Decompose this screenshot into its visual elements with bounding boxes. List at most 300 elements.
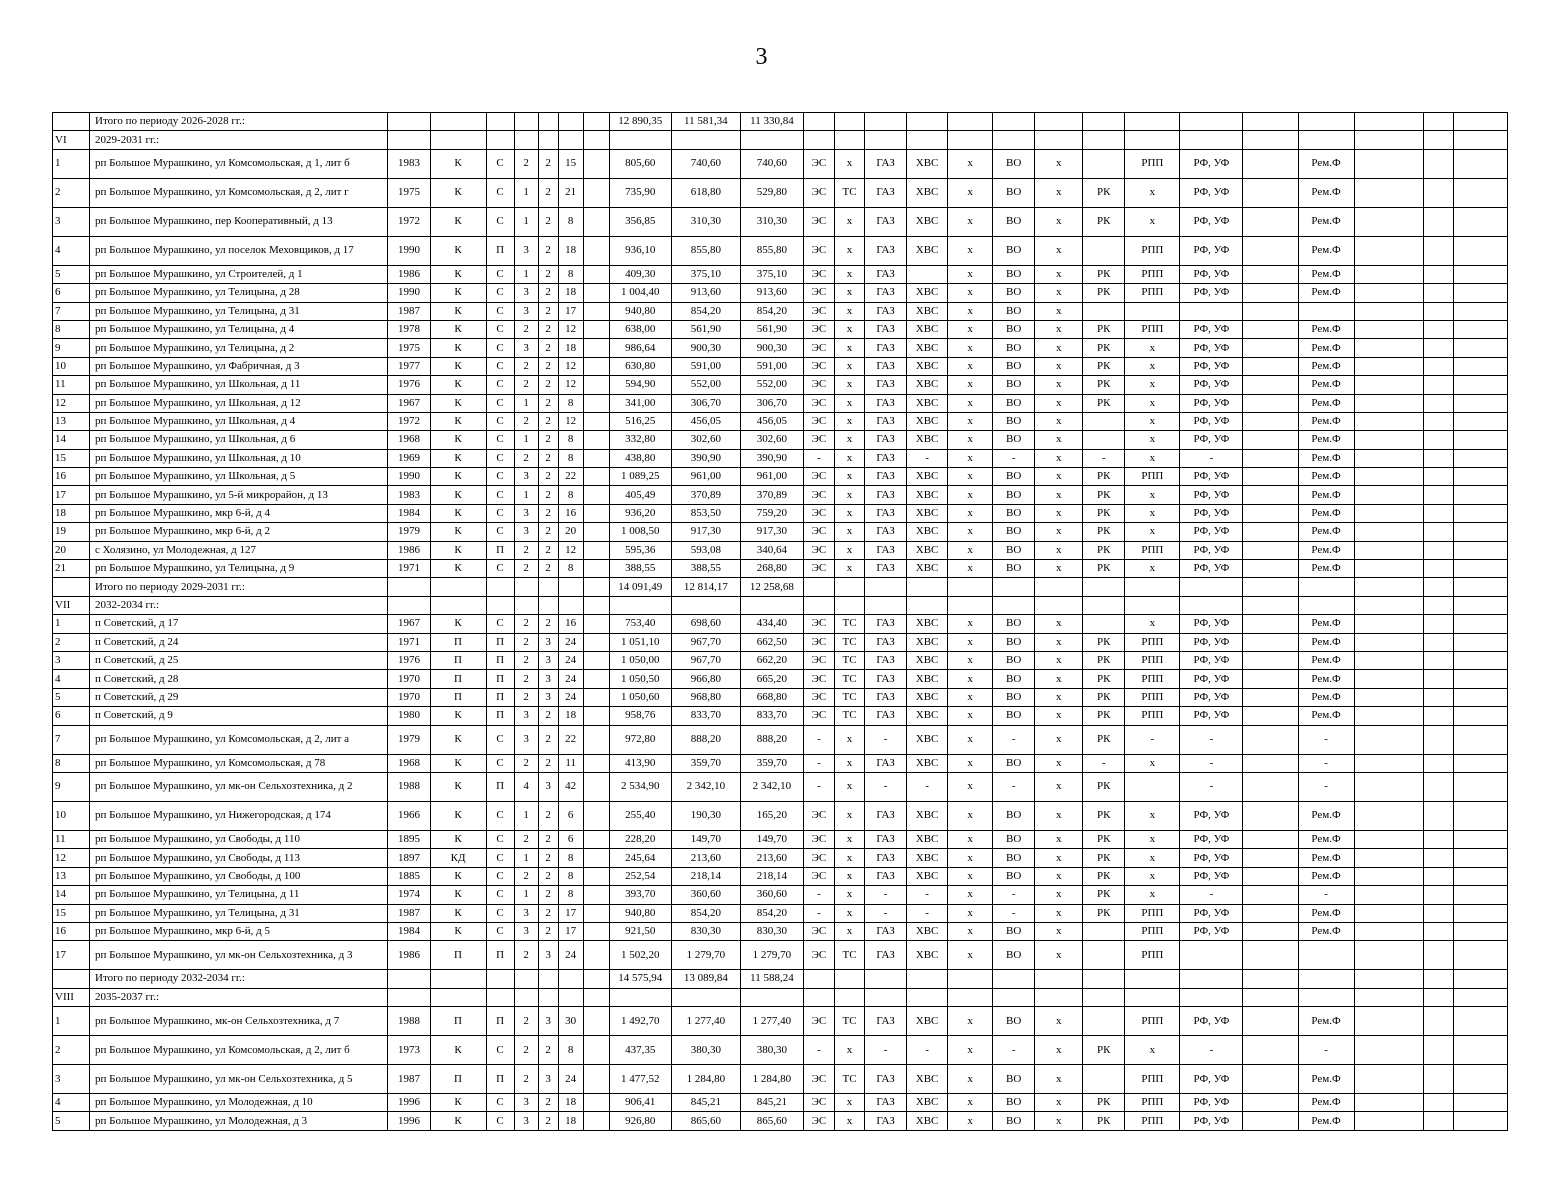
total-value: 12 890,35 <box>609 113 671 131</box>
table-cell: ХВС <box>907 178 948 207</box>
address-cell: рп Большое Мурашкино, ул Свободы, д 100 <box>90 867 388 885</box>
table-cell: 855,80 <box>740 236 803 265</box>
table-cell: 359,70 <box>671 754 740 772</box>
table-cell: 8 <box>558 394 583 412</box>
table-cell: 1974 <box>388 886 430 904</box>
table-cell <box>1243 131 1298 149</box>
table-cell: 2 <box>538 830 558 848</box>
table-cell: 2 <box>538 1036 558 1065</box>
table-cell: 24 <box>558 651 583 669</box>
table-cell: Рем.Ф <box>1298 431 1354 449</box>
table-cell: С <box>486 265 514 283</box>
table-cell: 1976 <box>388 376 430 394</box>
table-cell <box>948 988 993 1006</box>
table-cell: 961,00 <box>740 468 803 486</box>
table-cell: К <box>430 801 486 830</box>
table-cell <box>514 131 538 149</box>
row-number: 2 <box>53 178 90 207</box>
row-number: 7 <box>53 725 90 754</box>
table-row <box>53 376 1508 394</box>
row-number: 16 <box>53 922 90 940</box>
table-cell: РФ, УФ <box>1180 149 1243 178</box>
table-cell: 1978 <box>388 320 430 338</box>
address-cell: рп Большое Мурашкино, ул мк-он Сельхозтехника, д 2 <box>90 772 388 801</box>
table-cell: РК <box>1083 1036 1125 1065</box>
table-cell: 1 <box>514 394 538 412</box>
table-cell: х <box>1035 320 1083 338</box>
table-cell: х <box>1125 376 1180 394</box>
table-cell: 8 <box>558 1036 583 1065</box>
section-header-row <box>53 988 1508 1006</box>
table-cell: х <box>1035 178 1083 207</box>
table-cell: Рем.Ф <box>1298 615 1354 633</box>
table-cell <box>583 1112 609 1130</box>
table-cell: 1979 <box>388 725 430 754</box>
housing-program-table <box>52 112 1508 1131</box>
table-cell <box>1453 1007 1507 1036</box>
table-cell: Рем.Ф <box>1298 541 1354 559</box>
table-cell: х <box>834 149 864 178</box>
table-cell: К <box>430 320 486 338</box>
table-cell: 24 <box>558 688 583 706</box>
table-cell: 390,90 <box>671 449 740 467</box>
table-cell: х <box>834 320 864 338</box>
table-cell <box>803 970 834 988</box>
table-cell <box>583 688 609 706</box>
table-cell <box>1453 357 1507 375</box>
table-cell: 8 <box>558 849 583 867</box>
table-cell: 759,20 <box>740 504 803 522</box>
table-cell <box>1423 541 1453 559</box>
table-cell: 3 <box>514 468 538 486</box>
table-cell: ГАЗ <box>865 941 907 970</box>
table-cell: 3 <box>514 707 538 725</box>
table-row <box>53 670 1508 688</box>
table-cell: 456,05 <box>671 412 740 430</box>
table-cell: РФ, УФ <box>1180 651 1243 669</box>
table-cell: РК <box>1083 178 1125 207</box>
table-cell: 986,64 <box>609 339 671 357</box>
table-cell <box>583 830 609 848</box>
table-cell: РК <box>1083 801 1125 830</box>
table-cell: 1895 <box>388 830 430 848</box>
table-cell: 2 <box>538 468 558 486</box>
table-cell <box>1423 320 1453 338</box>
table-cell: РФ, УФ <box>1180 849 1243 867</box>
table-cell: 3 <box>514 504 538 522</box>
table-cell: 3 <box>538 1007 558 1036</box>
table-cell: ВО <box>993 302 1035 320</box>
table-cell: 3 <box>514 922 538 940</box>
table-row <box>53 541 1508 559</box>
table-cell: 830,30 <box>671 922 740 940</box>
table-cell <box>1354 688 1423 706</box>
table-cell: х <box>948 178 993 207</box>
table-cell <box>1423 431 1453 449</box>
address-cell: п Советский, д 17 <box>90 615 388 633</box>
table-cell: П <box>486 707 514 725</box>
table-cell <box>1354 178 1423 207</box>
section-label: 2032-2034 гг.: <box>90 596 388 614</box>
table-cell: 8 <box>558 886 583 904</box>
table-cell: К <box>430 560 486 578</box>
table-cell <box>583 541 609 559</box>
table-cell: х <box>948 633 993 651</box>
table-cell: 1986 <box>388 541 430 559</box>
table-cell: 2 <box>538 339 558 357</box>
table-cell <box>609 596 671 614</box>
table-cell: РК <box>1083 886 1125 904</box>
table-cell: ХВС <box>907 615 948 633</box>
address-cell: рп Большое Мурашкино, ул Нижегородская, д 174 <box>90 801 388 830</box>
table-cell: 1885 <box>388 867 430 885</box>
table-row <box>53 707 1508 725</box>
table-row <box>53 922 1508 940</box>
table-cell: ХВС <box>907 394 948 412</box>
table-cell: 8 <box>558 207 583 236</box>
table-cell <box>583 970 609 988</box>
table-cell: х <box>1035 633 1083 651</box>
table-cell: ЭС <box>803 633 834 651</box>
table-cell: - <box>993 886 1035 904</box>
section-number: VIII <box>53 988 90 1006</box>
table-cell: 665,20 <box>740 670 803 688</box>
table-cell <box>1453 523 1507 541</box>
row-number: 15 <box>53 904 90 922</box>
table-cell: 4 <box>514 772 538 801</box>
table-cell <box>583 236 609 265</box>
table-cell: РФ, УФ <box>1180 830 1243 848</box>
table-cell <box>1423 801 1453 830</box>
table-cell <box>430 578 486 596</box>
table-cell: х <box>834 236 864 265</box>
table-cell <box>1453 886 1507 904</box>
table-cell: 630,80 <box>609 357 671 375</box>
table-cell: РФ, УФ <box>1180 412 1243 430</box>
address-cell: рп Большое Мурашкино, ул 5-й микрорайон, д 13 <box>90 486 388 504</box>
table-cell: С <box>486 394 514 412</box>
table-cell: - <box>1298 754 1354 772</box>
table-cell: 3 <box>514 302 538 320</box>
table-cell: 1972 <box>388 412 430 430</box>
table-cell: 3 <box>514 284 538 302</box>
table-cell: РПП <box>1125 941 1180 970</box>
table-cell: 1970 <box>388 688 430 706</box>
table-cell <box>1423 670 1453 688</box>
table-cell <box>1423 560 1453 578</box>
table-cell: х <box>1125 431 1180 449</box>
table-cell <box>558 113 583 131</box>
table-cell <box>1423 1036 1453 1065</box>
table-row <box>53 178 1508 207</box>
table-cell: ГАЗ <box>865 504 907 522</box>
table-cell <box>583 1007 609 1036</box>
table-cell: х <box>1035 830 1083 848</box>
table-cell: ГАЗ <box>865 801 907 830</box>
table-cell: 1984 <box>388 922 430 940</box>
table-cell: 2 <box>514 1007 538 1036</box>
table-cell: ХВС <box>907 560 948 578</box>
table-cell: х <box>948 670 993 688</box>
table-cell: 833,70 <box>671 707 740 725</box>
table-cell <box>1083 988 1125 1006</box>
table-cell: РФ, УФ <box>1180 486 1243 504</box>
table-cell: Рем.Ф <box>1298 1007 1354 1036</box>
table-cell: х <box>1125 207 1180 236</box>
table-cell: ГАЗ <box>865 431 907 449</box>
table-cell: х <box>1035 801 1083 830</box>
table-cell: 2 <box>538 412 558 430</box>
table-cell <box>1354 357 1423 375</box>
table-cell: РК <box>1083 523 1125 541</box>
table-cell <box>1354 486 1423 504</box>
table-cell: РК <box>1083 265 1125 283</box>
table-cell <box>865 988 907 1006</box>
table-cell: х <box>834 468 864 486</box>
table-cell: П <box>486 772 514 801</box>
table-cell: С <box>486 523 514 541</box>
table-cell: 591,00 <box>740 357 803 375</box>
table-cell <box>1035 113 1083 131</box>
table-cell: ТС <box>834 615 864 633</box>
table-cell: х <box>834 449 864 467</box>
table-cell: К <box>430 922 486 940</box>
table-cell: х <box>1125 178 1180 207</box>
total-value: 11 588,24 <box>740 970 803 988</box>
table-cell: х <box>1125 449 1180 467</box>
table-cell <box>1354 1007 1423 1036</box>
table-cell: 6 <box>558 801 583 830</box>
section-number: VI <box>53 131 90 149</box>
table-cell <box>430 596 486 614</box>
table-cell <box>1453 468 1507 486</box>
table-cell <box>1354 772 1423 801</box>
table-cell: х <box>1035 523 1083 541</box>
total-value: 14 091,49 <box>609 578 671 596</box>
table-cell: С <box>486 284 514 302</box>
table-cell: 12 <box>558 320 583 338</box>
table-cell: х <box>1125 560 1180 578</box>
table-cell: - <box>1180 449 1243 467</box>
table-row <box>53 633 1508 651</box>
table-cell <box>609 988 671 1006</box>
table-cell <box>583 178 609 207</box>
table-cell: х <box>1035 339 1083 357</box>
table-cell: К <box>430 207 486 236</box>
section-number: VII <box>53 596 90 614</box>
table-cell <box>1035 131 1083 149</box>
table-cell: РФ, УФ <box>1180 265 1243 283</box>
table-cell: 2 <box>538 302 558 320</box>
table-cell: РК <box>1083 1094 1125 1112</box>
table-cell: Рем.Ф <box>1298 1065 1354 1094</box>
table-row <box>53 1007 1508 1036</box>
table-cell: Рем.Ф <box>1298 357 1354 375</box>
table-cell: 437,35 <box>609 1036 671 1065</box>
row-number: 14 <box>53 886 90 904</box>
table-cell <box>1243 922 1298 940</box>
table-cell: Рем.Ф <box>1298 1094 1354 1112</box>
table-cell: РК <box>1083 688 1125 706</box>
table-cell <box>1354 904 1423 922</box>
table-cell <box>1423 468 1453 486</box>
table-cell <box>834 970 864 988</box>
table-cell: ТС <box>834 688 864 706</box>
table-cell: 2 <box>538 284 558 302</box>
table-cell: 936,10 <box>609 236 671 265</box>
table-cell: х <box>834 431 864 449</box>
table-cell: ХВС <box>907 1007 948 1036</box>
table-cell: П <box>430 1065 486 1094</box>
table-cell <box>583 1094 609 1112</box>
table-cell <box>1125 578 1180 596</box>
table-cell: ХВС <box>907 867 948 885</box>
table-cell: 1 492,70 <box>609 1007 671 1036</box>
table-cell <box>1423 376 1453 394</box>
table-cell: 753,40 <box>609 615 671 633</box>
table-cell <box>1354 578 1423 596</box>
table-cell: ХВС <box>907 1094 948 1112</box>
table-cell: РФ, УФ <box>1180 284 1243 302</box>
table-cell: 380,30 <box>740 1036 803 1065</box>
table-cell: - <box>803 449 834 467</box>
table-cell <box>583 302 609 320</box>
table-cell <box>1423 615 1453 633</box>
table-cell <box>1298 941 1354 970</box>
table-cell: ГАЗ <box>865 302 907 320</box>
address-cell: рп Большое Мурашкино, ул поселок Меховщиков, д 17 <box>90 236 388 265</box>
table-cell: ВО <box>993 754 1035 772</box>
table-cell: ВО <box>993 1094 1035 1112</box>
table-cell: х <box>948 265 993 283</box>
table-cell: ХВС <box>907 707 948 725</box>
table-cell: х <box>948 830 993 848</box>
table-cell <box>1243 849 1298 867</box>
table-cell: 853,50 <box>671 504 740 522</box>
table-cell: 390,90 <box>740 449 803 467</box>
table-cell: ХВС <box>907 725 948 754</box>
total-label: Итого по периоду 2032-2034 гг.: <box>90 970 388 988</box>
table-cell: 2 <box>538 849 558 867</box>
table-cell: ЭС <box>803 615 834 633</box>
table-cell: 1 284,80 <box>671 1065 740 1094</box>
address-cell: рп Большое Мурашкино, ул Молодежная, д 10 <box>90 1094 388 1112</box>
table-cell: 30 <box>558 1007 583 1036</box>
table-cell <box>1453 1094 1507 1112</box>
total-value: 13 089,84 <box>671 970 740 988</box>
table-cell: х <box>1035 922 1083 940</box>
table-cell: 805,60 <box>609 149 671 178</box>
table-cell <box>907 988 948 1006</box>
table-cell <box>583 394 609 412</box>
table-cell <box>583 904 609 922</box>
table-cell <box>1083 131 1125 149</box>
table-cell: 2 <box>538 207 558 236</box>
table-cell: РФ, УФ <box>1180 615 1243 633</box>
table-cell <box>948 131 993 149</box>
table-cell <box>388 578 430 596</box>
table-cell: РФ, УФ <box>1180 904 1243 922</box>
table-cell: РФ, УФ <box>1180 670 1243 688</box>
table-cell <box>1453 113 1507 131</box>
table-cell: 3 <box>538 1065 558 1094</box>
table-cell <box>1423 707 1453 725</box>
address-cell: рп Большое Мурашкино, мкр 6-й, д 5 <box>90 922 388 940</box>
table-row <box>53 725 1508 754</box>
table-cell: Рем.Ф <box>1298 670 1354 688</box>
table-cell <box>1243 178 1298 207</box>
table-cell: х <box>1035 468 1083 486</box>
table-cell <box>514 970 538 988</box>
table-cell: 865,60 <box>740 1112 803 1130</box>
table-cell <box>1243 1094 1298 1112</box>
table-row <box>53 772 1508 801</box>
table-row <box>53 904 1508 922</box>
row-number: 19 <box>53 523 90 541</box>
table-cell <box>538 113 558 131</box>
table-cell: 561,90 <box>740 320 803 338</box>
table-cell: 958,76 <box>609 707 671 725</box>
table-cell: РК <box>1083 849 1125 867</box>
table-cell: С <box>486 376 514 394</box>
row-number: 18 <box>53 504 90 522</box>
table-cell: Рем.Ф <box>1298 688 1354 706</box>
table-row <box>53 265 1508 283</box>
table-cell: х <box>1035 504 1083 522</box>
section-label: 2029-2031 гг.: <box>90 131 388 149</box>
table-cell: х <box>834 486 864 504</box>
table-cell <box>1423 970 1453 988</box>
table-cell: ВО <box>993 339 1035 357</box>
table-cell: РФ, УФ <box>1180 541 1243 559</box>
table-cell: - <box>803 754 834 772</box>
table-cell <box>1453 339 1507 357</box>
table-cell: 638,00 <box>609 320 671 338</box>
table-cell: К <box>430 486 486 504</box>
table-cell: ЭС <box>803 339 834 357</box>
table-cell <box>1125 596 1180 614</box>
table-cell <box>583 357 609 375</box>
table-cell: 552,00 <box>740 376 803 394</box>
row-number: 13 <box>53 867 90 885</box>
table-cell: 1996 <box>388 1112 430 1130</box>
table-cell: 1 277,40 <box>671 1007 740 1036</box>
table-cell <box>1354 449 1423 467</box>
table-cell <box>53 578 90 596</box>
table-cell: х <box>834 904 864 922</box>
table-cell <box>1243 867 1298 885</box>
table-cell: С <box>486 468 514 486</box>
table-cell <box>486 970 514 988</box>
row-number: 4 <box>53 670 90 688</box>
table-cell: С <box>486 922 514 940</box>
table-cell: 332,80 <box>609 431 671 449</box>
table-cell: 306,70 <box>740 394 803 412</box>
table-cell <box>583 772 609 801</box>
table-cell: Рем.Ф <box>1298 236 1354 265</box>
table-cell: РПП <box>1125 651 1180 669</box>
table-cell: х <box>948 615 993 633</box>
table-row <box>53 941 1508 970</box>
table-cell <box>1083 412 1125 430</box>
table-cell <box>538 131 558 149</box>
table-cell: х <box>948 236 993 265</box>
table-cell: х <box>834 754 864 772</box>
table-cell <box>1453 302 1507 320</box>
table-row <box>53 207 1508 236</box>
table-cell: 865,60 <box>671 1112 740 1130</box>
table-cell: х <box>948 449 993 467</box>
